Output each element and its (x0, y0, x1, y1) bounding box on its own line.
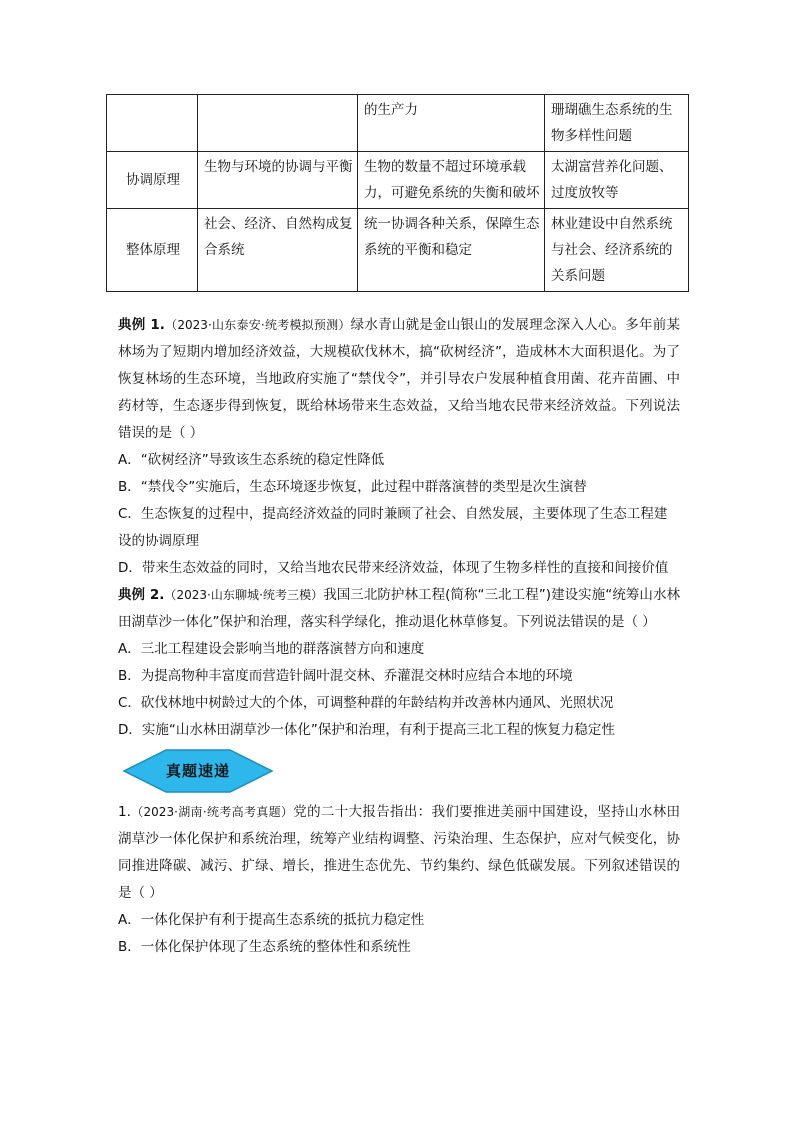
example-2-text: 我国三北防护林工程(简称“三北工程”)建设实施“统筹山水林田湖草沙一体化”保护和治理，落实科学绿化，推动退化林草修复。下列说法错误的是（ ） (118, 587, 681, 630)
example-2-option-c: C．砍伐林地中树龄过大的个体，可调整种群的年龄结构并改善林内通风、光照状况 (118, 695, 614, 711)
example-1-option-d: D．带来生态效益的同时，又给当地农民带来经济效益，体现了生物多样性的直接和间接价值 (118, 560, 669, 576)
example-2-stem (118, 582, 680, 636)
table-row (107, 209, 689, 292)
example-2-option-b: B．为提高物种丰富度而营造针阔叶混交林、乔灌混交林时应结合本地的环境 (118, 668, 573, 684)
question-1-option-b: B．一体化保护体现了生态系统的整体性和系统性 (118, 939, 411, 955)
table-cell: 整体原理 (107, 209, 198, 292)
table-cell: 协调原理 (107, 152, 198, 209)
question-1-number: 1. (118, 804, 131, 820)
table-row (107, 95, 689, 152)
example-1-stem (118, 312, 680, 447)
question-1-text: 党的二十大报告指出：我们要推进美丽中国建设，坚持山水林田湖草沙一体化保护和系统治理，统筹产业结构调整、污染治理、生态保护，应对气候变化，协同推进降碳、减污、扩绿、增长，推进生态优先、节约集约、绿色低碳发展。下列叙述错误的是（ ） (118, 804, 680, 901)
content-body (118, 312, 680, 961)
example-2-source: （2023·山东聊城·统考三模） (164, 588, 324, 602)
example-2-option-a: A．三北工程建设会影响当地的群落演替方向和速度 (118, 641, 425, 657)
example-1-option-a: A．“砍树经济”导致该生态系统的稳定性降低 (118, 452, 385, 468)
example-2-label: 典例 2. (118, 587, 165, 603)
table-cell (198, 95, 358, 152)
table-cell: 的生产力 (358, 95, 545, 152)
example-1-source: （2023·山东泰安·统考模拟预测） (164, 318, 351, 332)
question-1-source: （2023·湖南·统考高考真题） (130, 805, 294, 819)
table-cell: 社会、经济、自然构成复合系统 (198, 209, 358, 292)
question-1-option-a: A．一体化保护有利于提高生态系统的抵抗力稳定性 (118, 912, 425, 928)
table-cell (107, 95, 198, 152)
table-cell: 林业建设中自然系统与社会、经济系统的关系问题 (545, 209, 689, 292)
table-cell: 生物与环境的协调与平衡 (198, 152, 358, 209)
table-cell: 生物的数量不超过环境承载力，可避免系统的失衡和破坏 (358, 152, 545, 209)
table-cell: 珊瑚礁生态系统的生物多样性问题 (545, 95, 689, 152)
example-1-label: 典例 1. (118, 317, 165, 333)
example-1-text: 绿水青山就是金山银山的发展理念深入人心。多年前某林场为了短期内增加经济效益，大规模砍伐林木，搞“砍树经济”，造成林木大面积退化。为了恢复林场的生态环境，当地政府实施了“禁伐令”，并引导农户发展种植食用菌、花卉苗圃、中药材等，生态逐步得到恢复，既给林场带来生态效益，又给当地农民带来经济效益。下列说法错误的是（ ） (118, 317, 681, 441)
example-1-option-c: C．生态恢复的过程中，提高经济效益的同时兼顾了社会、自然发展，主要体现了生态工程建设的协调原理 (118, 506, 668, 549)
banner-title: 真题速递 (165, 762, 230, 780)
table-row (107, 152, 689, 209)
example-1-option-b: B．“禁伐令”实施后，生态环境逐步恢复，此过程中群落演替的类型是次生演替 (118, 479, 587, 495)
ecological-principles-table (106, 94, 689, 292)
question-1-stem (118, 799, 680, 907)
table-cell: 统一协调各种关系，保障生态系统的平衡和稳定 (358, 209, 545, 292)
example-2-option-d: D．实施“山水林田湖草沙一体化”保护和治理，有利于提高三北工程的恢复力稳定性 (118, 722, 615, 738)
table-cell: 太湖富营养化问题、过度放牧等 (545, 152, 689, 209)
section-banner (122, 748, 274, 794)
